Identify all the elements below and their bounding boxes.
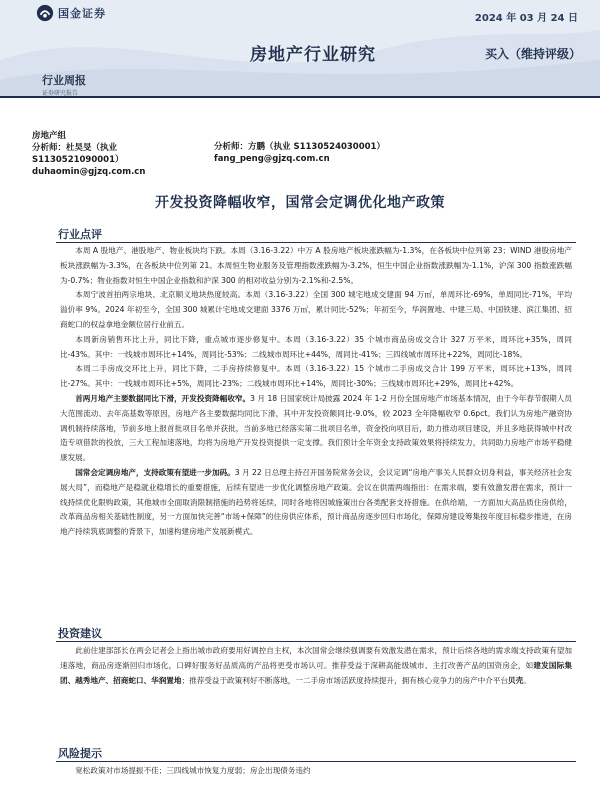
review-paragraph-6-emphasis: 国常会定调房地产，支持政策有望进一步加码。: [75, 467, 235, 477]
section-title-invest: 投资建议: [58, 627, 102, 640]
analyst-left-email: duhaomin@gjzq.com.cn: [32, 167, 146, 177]
brand-logo: [36, 4, 106, 22]
invest-body: [60, 644, 572, 688]
section-divider-review: [56, 242, 576, 243]
main-title: 开发投资降幅收窄，国常会定调优化地产政策: [155, 195, 445, 211]
review-paragraph-5-text: 3 月 18 日国家统计局披露 2024 年 1-2 月份全国房地产市场基本情况，由于今年春节假期人员大范围流动、去年高基数等原因，房地产各主要数据均同比下滑，其中开发投资额同比-9.0%，较 2023 全年降幅收窄 0.6pct。我们认为房地产融资协调机制持续落地，节前多地上报首批项目名单并获批，当前多地已经落实第二批项目名单，资金投向项目后，助力推动项目建设，并且多地获得城中村改造专项借款的投放，三大工程加速落地，均将为房地产开发投资提供一定支撑。我们预计全年资金支持政策效果将持续发力，共同助力房地产市场平稳健康发展。: [60, 393, 572, 463]
risk-paragraph: 宽松政策对市场提振不佳；三四线城市恢复力度弱；房企出现债务违约: [75, 766, 311, 775]
section-title-risk: 风险提示: [58, 747, 102, 760]
review-paragraph-3: 本周新房销售环比上升，同比下降，重点城市逐步修复中。本周（3.16-3.22）35 个城市商品房成交合计 327 万平米，周环比+35%，周同比-43%。其中：一线城市周环比+14%，周同比-53%；二线城市周环比+44%，周同比-41%；三四线城市周环比+22%，周同比-18%。: [60, 334, 572, 359]
header-divider: [0, 96, 600, 98]
invest-paragraph: [60, 644, 572, 688]
analyst-right-line1: 分析师：方鹏（执业 S1130524030001）: [214, 142, 385, 152]
review-paragraph-4: 本周二手房成交环比上升，同比下降，二手房持续修复中。本周（3.16-3.22）15 个城市二手房成交合计 199 万平米，周环比+13%，周同比-27%。其中：一线城市周环比+5%，周同比-23%；二线城市周环比+14%，周同比-30%；三线城市周环比+29%，周同比+42%。: [60, 364, 572, 389]
analyst-left-line1: 分析师：杜昊旻（执业: [32, 143, 118, 153]
analyst-right-email: fang_peng@gjzq.com.cn: [214, 154, 330, 164]
invest-highlight-stocks: 建发国际集团、越秀地产、招商蛇口、华润置地: [60, 660, 572, 685]
invest-highlight-beike: 贝壳: [508, 675, 524, 685]
review-paragraph-1: 本周 A 股地产、港股地产、物业板块均下跌。本周（3.16-3.22）中万 A 股房地产板块涨跌幅为-1.3%，在各板块中位列第 23；WIND 港股房地产板块涨跌幅为-3.3%，在各板块中位列第 21。本周恒生物业服务及管理指数涨跌幅为-3.2%，恒生中国企业指数涨跌幅为-1.1%，沪深 300 指数涨跌幅为-0.7%；物业指数对恒生中国企业指数和沪深 300 的相对收益分别为-2.1%和-2.5%。: [60, 246, 572, 285]
section-divider-invest: [56, 641, 576, 642]
brand-name: 国金证券: [58, 7, 106, 20]
analyst-right: [214, 141, 544, 165]
risk-body: [60, 764, 572, 779]
brand-logo-icon: [36, 4, 54, 22]
review-body: [60, 244, 572, 540]
report-title: 房地产行业研究: [250, 45, 376, 65]
analyst-group: 房地产组: [32, 131, 67, 141]
review-paragraph-5-emphasis: 首两月地产主要数据同比下滑，开发投资降幅收窄。: [75, 393, 251, 403]
invest-text-a: 此前住建部部长在两会记者会上指出城市政府要用好调控自主权，本次国常会继续强调要有效激发潜在需求，预计后续各地的需求端支持政策有望加速落地，商品房逐渐回归市场化，口碑好服务好品质高的产品将更受市场认可。推荐受益于深耕高能级城市、主打改善产品的国资房企，如: [60, 646, 572, 670]
analyst-left: [32, 130, 192, 178]
section-divider-risk: [56, 761, 576, 762]
review-paragraph-2: 本周宁波首拍两宗地块、北京顺义地块热度较高。本周（3.16-3.22）全国 300 城宅地成交建面 94 万㎡，单周环比-69%，单周同比-71%，平均溢价率 9%。2024 年初至今，全国 300 城累计宅地成交建面 3376 万㎡，累计同比-52%；年初至今，华润置地、中建三局、中国铁建、滨江集团、招商蛇口的权益拿地金额位居行业前五。: [60, 290, 572, 329]
report-subtitle: 证券研究报告: [42, 90, 79, 96]
rating-label: 买入（维持评级）: [485, 47, 582, 61]
review-paragraph-6-text: 3 月 22 日总理主持召开国务院常务会议，会议定调“房地产事关人民群众切身利益，事关经济社会发展大局”，而稳地产是稳就业稳增长的重要措施，后续有望进一步优化调整房地产政策。会议在供需两端指出：在需求端，要有效激发潜在需求，预计一线持续优化限购政策，其他城市全面取消限制措施的趋势将延续，同时各地将因城施策出台各类配套支持措施。在供给端，一方面加大高品质住房供给，改革商品房相关基础性制度，另一方面加快完善“市场+保障”的住房供应体系，预计商品房逐步回归市场化，保障房建设筹集按年度目标稳步推进，在房地产持续筑底调整的背景下，加速构建房地产发展新模式。: [60, 467, 572, 537]
review-paragraph-6: [60, 466, 572, 540]
report-header: [0, 0, 600, 96]
review-paragraph-5: [60, 392, 572, 466]
report-date: 2024 年 03 月 24 日: [474, 13, 578, 24]
report-type: 行业周报: [42, 74, 86, 87]
analyst-left-line2: S1130521090001）: [32, 155, 124, 165]
invest-text-c: 。: [523, 675, 531, 685]
section-title-review: 行业点评: [58, 228, 102, 241]
invest-text-b: ；推荐受益于政策利好不断落地，一二手房市场活跃度持续提升，拥有核心竞争力的房产中介平台: [181, 675, 509, 685]
